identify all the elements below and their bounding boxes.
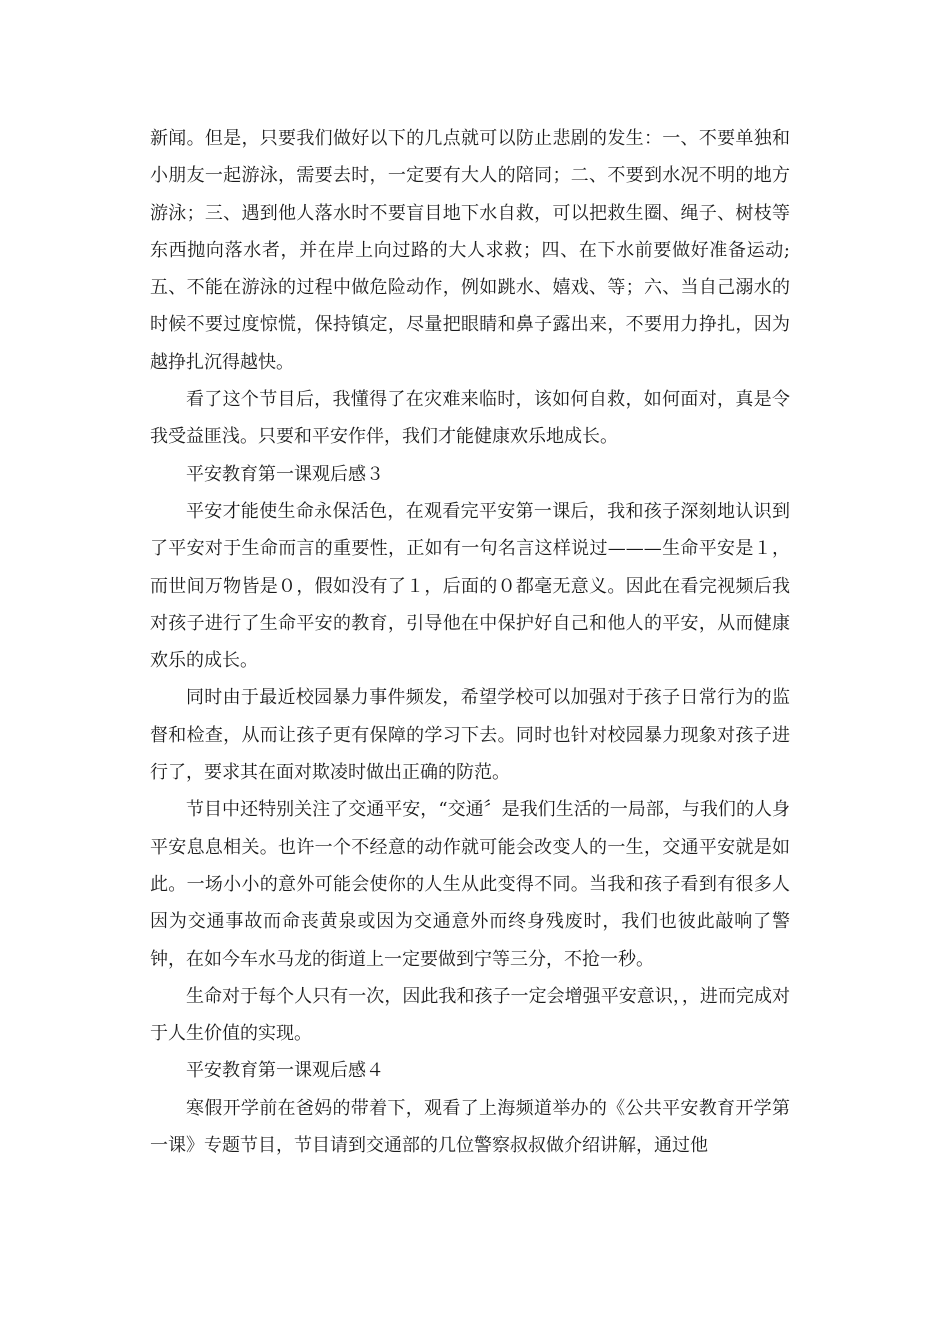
paragraph-drowning-tips: 新闻。但是，只要我们做好以下的几点就可以防止悲剧的发生：一、不要单独和小朋友一起游泳，需要去时，一定要有大人的陪同；二、不要到水况不明的地方游泳；三、遇到他人落水时不要盲目地下水自救，可以把救生圈、绳子、树枝等东西抛向落水者，并在岸上向过路的大人求救；四、在下水前要做好准备运动;五、不能在游泳的过程中做危险动作，例如跳水、嬉戏、等；六、当自己溺水的时候不要过度惊慌，保持镇定，尽量把眼睛和鼻子露出来，不要用力挣扎，因为越挣扎沉得越快。: [150, 128, 790, 373]
section-heading-3: 平安教育第一课观后感３: [186, 463, 384, 485]
paragraph-conclusion: 生命对于每个人只有一次，因此我和孩子一定会增强平安意识，，进而完成对于人生价值的实现。: [150, 985, 790, 1045]
paragraph-school-violence: 同时由于最近校园暴力事件频发，希望学校可以加强对于孩子日常行为的监督和检查，从而让孩子更有保障的学习下去。同时也针对校园暴力现象对孩子进行了，要求其在面对欺凌时做出正确的防范。: [150, 687, 790, 784]
paragraph-reflection: 看了这个节目后，我懂得了在灾难来临时，该如何自救，如何面对，真是令我受益匪浅。只要和平安作伴，我们才能健康欢乐地成长。: [150, 389, 790, 448]
paragraph-winter-break: 寒假开学前在爸妈的带着下，观看了上海频道举办的《公共平安教育开学第一课》专题节目，节目请到交通部的几位警察叔叔做介绍讲解，通过他: [150, 1097, 790, 1157]
paragraph-life-safety: 平安才能使生命永保活色，在观看完平安第一课后，我和孩子深刻地认识到了平安对于生命而言的重要性，正如有一句名言这样说过———生命平安是１，而世间万物皆是０，假如没有了１，后面的０都毫无意义。因此在看完视频后我对孩子进行了生命平安的教育，引导他在中保护好自己和他人的平安，从而健康欢乐的成长。: [150, 500, 790, 672]
paragraph-traffic-safety: 节目中还特别关注了交通平安，“交通〞是我们生活的一局部，与我们的人身平安息息相关。也许一个不经意的动作就可能会改变人的一生，交通平安就是如此。一场小小的意外可能会使你的人生从此变得不同。当我和孩子看到有很多人因为交通事故而命丧黄泉或因为交通意外而终身残废时，我们也彼此敲响了警钟，在如今车水马龙的街道上一定要做到宁等三分，不抢一秒。: [150, 799, 790, 970]
section-heading-4: 平安教育第一课观后感４: [186, 1060, 384, 1082]
document-body: [150, 120, 790, 1164]
